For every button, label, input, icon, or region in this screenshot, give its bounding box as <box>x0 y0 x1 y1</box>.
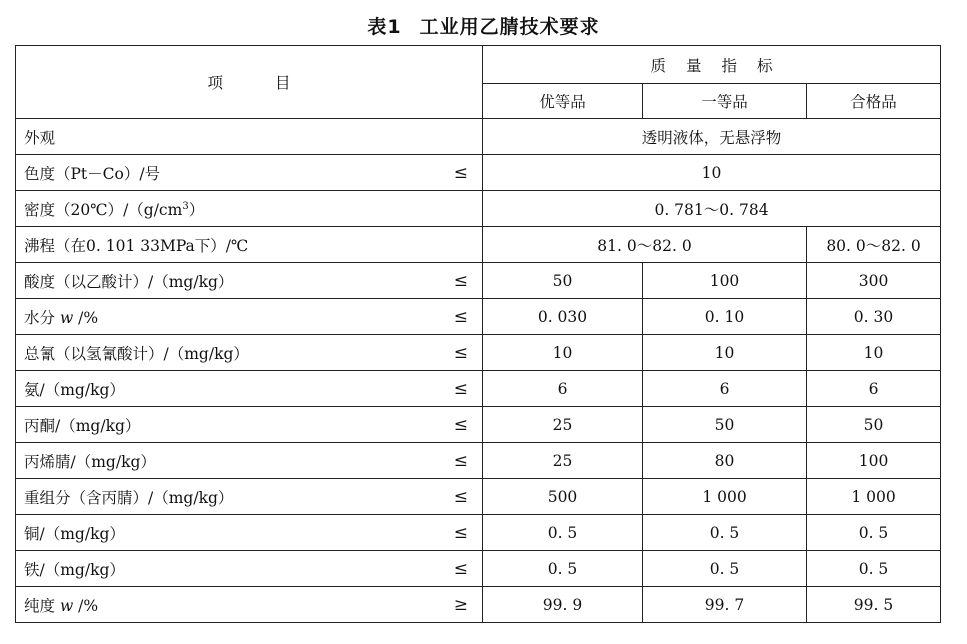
row-value-premium: 50 <box>483 263 643 299</box>
row-value-qualified: 50 <box>807 407 941 443</box>
row-item-total-cyanide: 总氰（以氢氰酸计）/（mg/kg） ≤ <box>16 335 483 371</box>
table-row <box>16 371 941 407</box>
table-number: 表1 <box>367 16 402 38</box>
table-row <box>16 263 941 299</box>
row-item-copper: 铜/（mg/kg） ≤ <box>16 515 483 551</box>
table-row <box>16 587 941 623</box>
row-value-first: 100 <box>643 263 807 299</box>
row-value-qualified: 1 000 <box>807 479 941 515</box>
table-row <box>16 407 941 443</box>
row-value-premium: 0. 5 <box>483 551 643 587</box>
row-value-qualified: 0. 5 <box>807 515 941 551</box>
row-value-merged-12: 81. 0～82. 0 <box>483 227 807 263</box>
row-value-premium: 500 <box>483 479 643 515</box>
header-row-1 <box>16 46 941 84</box>
row-value-qualified: 300 <box>807 263 941 299</box>
less-equal-symbol: ≤ <box>453 486 468 507</box>
row-value-premium: 25 <box>483 407 643 443</box>
greater-equal-symbol: ≥ <box>453 594 468 615</box>
row-value-merged: 10 <box>483 155 941 191</box>
table-row <box>16 191 941 227</box>
row-value-merged: 0. 781～0. 784 <box>483 191 941 227</box>
row-value-premium: 10 <box>483 335 643 371</box>
row-value-qualified: 0. 30 <box>807 299 941 335</box>
header-grade-qualified: 合格品 <box>807 84 941 119</box>
row-item-water: 水分 w /% ≤ <box>16 299 483 335</box>
table-row <box>16 551 941 587</box>
less-equal-symbol: ≤ <box>453 414 468 435</box>
row-item-color: 色度（Pt－Co）/号 ≤ <box>16 155 483 191</box>
row-value-first: 6 <box>643 371 807 407</box>
row-value-first: 99. 7 <box>643 587 807 623</box>
table-row <box>16 119 941 155</box>
less-equal-symbol: ≤ <box>453 378 468 399</box>
row-value-premium: 25 <box>483 443 643 479</box>
technical-requirements-table <box>15 45 941 623</box>
row-item-appearance: 外观 <box>16 119 483 155</box>
less-equal-symbol: ≤ <box>453 522 468 543</box>
row-value-first: 50 <box>643 407 807 443</box>
less-equal-symbol: ≤ <box>453 558 468 579</box>
table-row <box>16 443 941 479</box>
row-value-merged: 透明液体，无悬浮物 <box>483 119 941 155</box>
row-value-premium: 0. 030 <box>483 299 643 335</box>
row-item-density: 密度$(20℃)/(g/cm^3)$ <box>16 191 483 227</box>
row-value-premium: 0. 5 <box>483 515 643 551</box>
less-equal-symbol: ≤ <box>453 162 468 183</box>
table-caption: 工业用乙腈技术要求 <box>419 16 600 38</box>
row-value-first: 80 <box>643 443 807 479</box>
row-item-acidity: 酸度（以乙酸计）/（mg/kg） ≤ <box>16 263 483 299</box>
row-item-acrylonitrile: 丙烯腈/（mg/kg） ≤ <box>16 443 483 479</box>
row-value-premium: 6 <box>483 371 643 407</box>
less-equal-symbol: ≤ <box>453 342 468 363</box>
row-value-qualified: 99. 5 <box>807 587 941 623</box>
table-title <box>0 12 967 39</box>
row-item-iron: 铁/（mg/kg） ≤ <box>16 551 483 587</box>
row-item-ammonia: 氨/（mg/kg） ≤ <box>16 371 483 407</box>
table-row <box>16 335 941 371</box>
less-equal-symbol: ≤ <box>453 306 468 327</box>
header-grade-first: 一等品 <box>643 84 807 119</box>
row-item-boiling-range: 沸程（在0. 101 33MPa下）/℃ <box>16 227 483 263</box>
less-equal-symbol: ≤ <box>453 450 468 471</box>
row-value-qualified: 6 <box>807 371 941 407</box>
row-value-first: 0. 10 <box>643 299 807 335</box>
header-quality-index: 质量指标 <box>483 46 941 84</box>
row-value-first: 1 000 <box>643 479 807 515</box>
row-value-qualified: 0. 5 <box>807 551 941 587</box>
row-value-qualified: 80. 0～82. 0 <box>807 227 941 263</box>
header-grade-premium: 优等品 <box>483 84 643 119</box>
row-item-heavy-components: 重组分（含丙腈）/（mg/kg） ≤ <box>16 479 483 515</box>
row-item-purity: 纯度 w /% ≥ <box>16 587 483 623</box>
table-row <box>16 515 941 551</box>
row-value-first: 0. 5 <box>643 515 807 551</box>
row-item-acetone: 丙酮/（mg/kg） ≤ <box>16 407 483 443</box>
row-value-qualified: 100 <box>807 443 941 479</box>
row-value-first: 0. 5 <box>643 551 807 587</box>
less-equal-symbol: ≤ <box>453 270 468 291</box>
row-value-first: 10 <box>643 335 807 371</box>
table-row <box>16 227 941 263</box>
table-row <box>16 155 941 191</box>
row-value-premium: 99. 9 <box>483 587 643 623</box>
header-item: 项目 <box>16 46 483 119</box>
row-value-qualified: 10 <box>807 335 941 371</box>
table-row <box>16 299 941 335</box>
table-row <box>16 479 941 515</box>
